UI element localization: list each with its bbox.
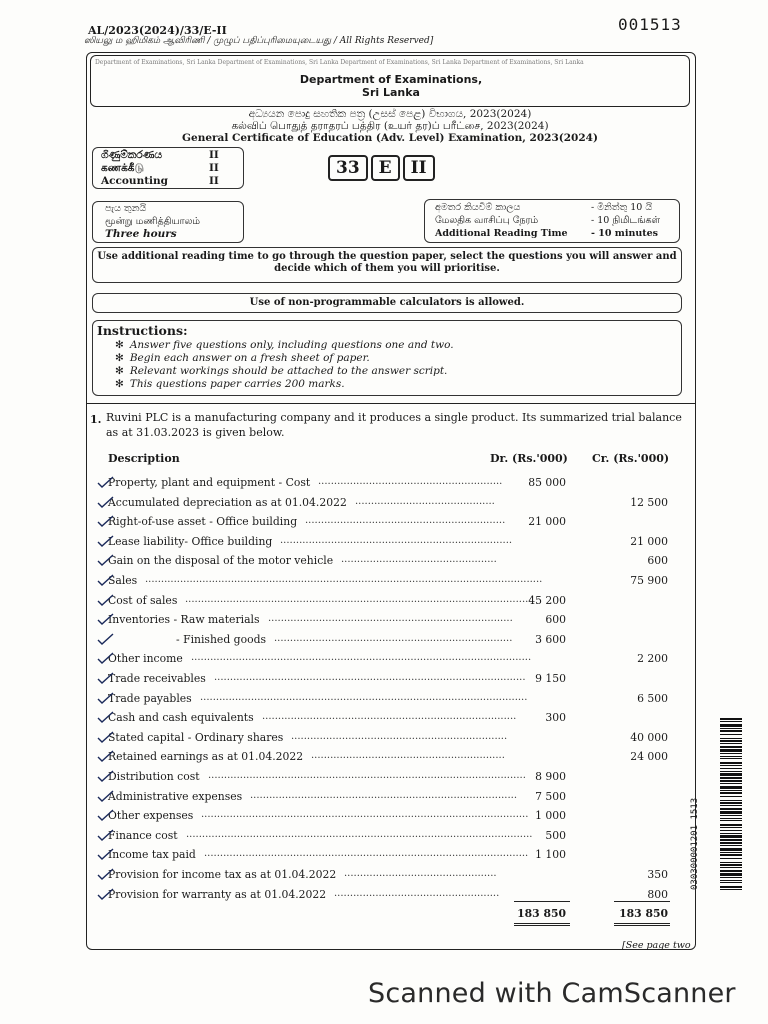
- row-description: Accumulated depreciation as at 01.04.2022: [108, 496, 347, 509]
- row-description: Other expenses: [108, 809, 194, 822]
- trial-balance-row: [108, 672, 688, 686]
- debit-amount: 7 500: [535, 790, 566, 803]
- trial-balance-row: [108, 554, 688, 568]
- debit-amount: 8 900: [535, 770, 566, 783]
- row-description: Cost of sales: [108, 594, 178, 607]
- row-description: Lease liability- Office building: [108, 535, 273, 548]
- row-description: Finance cost: [108, 829, 178, 842]
- instruction-item: ✻ Relevant workings should be attached to the answer script.: [115, 365, 448, 377]
- subject-code-medium: E: [371, 155, 400, 181]
- instructions-box: [92, 320, 682, 396]
- subject-code-number: 33: [328, 155, 368, 181]
- row-description: Trade receivables: [108, 672, 206, 685]
- subject-part: II: [209, 149, 219, 161]
- instruction-item: ✻ Answer five questions only, including questions one and two.: [115, 339, 454, 351]
- trial-balance-row: [108, 809, 688, 823]
- row-description: Distribution cost: [108, 770, 200, 783]
- trial-balance-row: [108, 515, 688, 529]
- subject-label: கணக்கீடு: [101, 162, 144, 174]
- credit-amount: 24 000: [630, 750, 668, 763]
- check-mark-icon: [95, 710, 125, 724]
- reading-time-value: - 10 நிமிடங்கள்: [591, 215, 661, 226]
- subject-code-boxes: [328, 155, 435, 181]
- credit-amount: 21 000: [630, 535, 668, 548]
- camscanner-watermark: Scanned with CamScanner: [368, 978, 736, 1009]
- leader-dots: .......................................................................................................: [201, 809, 529, 820]
- check-mark-icon: [95, 671, 125, 685]
- exam-title-sinhala: අධ්‍යයන පොදු සහතික පත්‍ර (උසස් පෙළ) විභාගය, 2023(2024): [248, 108, 532, 120]
- check-mark-icon: [95, 553, 125, 567]
- rights-reserved-line: ஸியலு ம ஹிமிகம் ஆவிரிணி / முழுப் பதிப்புரிமையுடையது / All Rights Reserved]: [84, 36, 434, 46]
- column-header-credit: Cr. (Rs.'000): [592, 452, 670, 465]
- check-mark-icon: [95, 475, 125, 489]
- exam-title-tamil: கல்விப் பொதுத் தராதரப் பத்திர (உயர் தர)ப் பரீட்சை, 2023(2024): [231, 120, 549, 132]
- subject-part: II: [209, 175, 219, 187]
- subject-box: [92, 147, 244, 189]
- credit-amount: 12 500: [630, 496, 668, 509]
- see-page-note: [See page two: [622, 940, 691, 951]
- check-mark-icon: [95, 730, 125, 744]
- trial-balance-row: [108, 652, 688, 666]
- check-mark-icon: [95, 593, 125, 607]
- row-description: Property, plant and equipment - Cost: [108, 476, 311, 489]
- asterisk-icon: ✻: [115, 352, 124, 364]
- check-mark-icon: [95, 514, 125, 528]
- question-text: Ruvini PLC is a manufacturing company and it produces a single product. Its summarized trial balance as at 31.03.2023 is given below.: [106, 411, 682, 439]
- leader-dots: ....................................................................................: [250, 790, 518, 801]
- leader-dots: .........................................................................: [280, 535, 513, 546]
- check-mark-icon: [95, 651, 125, 665]
- leader-dots: ................................................................................: [262, 711, 517, 722]
- debit-amount: 3 600: [535, 633, 566, 646]
- reading-time-value: - මිනිත්තු 10 යි: [591, 202, 653, 213]
- leader-dots: .............................................................................................................................: [145, 574, 543, 585]
- duration-box: [92, 201, 244, 243]
- instruction-item: ✻ This questions paper carries 200 marks.: [115, 378, 345, 390]
- check-mark-icon: [95, 632, 125, 646]
- credit-amount: 800: [647, 888, 668, 901]
- row-description: Provision for income tax as at 01.04.2022: [108, 868, 337, 881]
- column-header-description: Description: [108, 452, 180, 465]
- trial-balance-row: [108, 594, 688, 608]
- leader-dots: ..................................................................................................: [214, 672, 526, 683]
- credit-amount: 75 900: [630, 574, 668, 587]
- instruction-item: ✻ Begin each answer on a fresh sheet of paper.: [115, 352, 370, 364]
- check-mark-icon: [95, 789, 125, 803]
- debit-amount: 45 200: [528, 594, 566, 607]
- exam-titles: [90, 108, 690, 144]
- reading-time-value: - 10 minutes: [591, 228, 659, 239]
- trial-balance-row: [108, 888, 688, 902]
- row-description: Provision for warranty as at 01.04.2022: [108, 888, 327, 901]
- trial-balance-row: [108, 613, 688, 627]
- reading-time-label: மேலதிக வாசிப்பு நேரம்: [435, 215, 539, 226]
- duration-tamil: மூன்று மணித்தியாலம்: [105, 216, 201, 227]
- trial-balance-row: [108, 711, 688, 725]
- trial-balance-row: [108, 868, 688, 882]
- check-mark-icon: [95, 612, 125, 626]
- paper-code: AL/2023(2024)/33/E-II: [88, 24, 227, 37]
- subject-label: ගිණුම්කරණය: [101, 149, 163, 161]
- trial-balance-row: [108, 750, 688, 764]
- row-description: Right-of-use asset - Office building: [108, 515, 298, 528]
- debit-amount: 1 000: [535, 809, 566, 822]
- trial-balance-row: [108, 633, 688, 647]
- row-description: Sales: [108, 574, 138, 587]
- subject-code-part: II: [403, 155, 435, 181]
- department-banner: [90, 55, 690, 107]
- row-description: - Finished goods: [176, 633, 267, 646]
- trial-balance-row: [108, 731, 688, 745]
- row-description: Retained earnings as at 01.04.2022: [108, 750, 304, 763]
- trial-balance-row: [108, 829, 688, 843]
- department-watermark: Department of Examinations, Sri Lanka Department of Examinations, Sri Lanka Department of Examinations, Sri Lanka Department of Examinations, Sri Lanka: [95, 59, 584, 66]
- trial-balance-row: [108, 790, 688, 804]
- check-mark-icon: [95, 887, 125, 901]
- check-mark-icon: [95, 534, 125, 548]
- section-divider: [86, 403, 696, 404]
- credit-total-rule: [614, 901, 670, 902]
- row-description: Cash and cash equivalents: [108, 711, 254, 724]
- check-mark-icon: [95, 769, 125, 783]
- check-mark-icon: [95, 808, 125, 822]
- question-number: 1.: [90, 413, 102, 426]
- leader-dots: ....................................................................................................: [208, 770, 526, 781]
- leader-dots: ...........................................................................................................: [191, 652, 532, 663]
- leader-dots: ................................................: [344, 868, 497, 879]
- barcode-number: 030300001201 1513: [690, 797, 700, 890]
- row-description: Trade payables: [108, 692, 192, 705]
- department-title: Department of Examinations, Sri Lanka: [291, 72, 491, 100]
- check-mark-icon: [95, 749, 125, 763]
- debit-amount: 500: [545, 829, 566, 842]
- row-description: Inventories - Raw materials: [108, 613, 260, 626]
- leader-dots: ......................................................................................................: [204, 848, 529, 859]
- debit-total: 183 850: [517, 907, 566, 920]
- leader-dots: .............................................................................: [268, 613, 513, 624]
- credit-amount: 6 500: [637, 692, 668, 705]
- serial-number: 001513: [618, 15, 682, 34]
- reading-notice: Use additional reading time to go through the question paper, select the questions you will answer and decide which of them you will prioritise.: [92, 247, 682, 283]
- trial-balance-row: [108, 692, 688, 706]
- credit-amount: 350: [647, 868, 668, 881]
- debit-amount: 85 000: [528, 476, 566, 489]
- trial-balance-total-row: [108, 907, 688, 921]
- check-mark-icon: [95, 495, 125, 509]
- leader-dots: ....................................................................: [291, 731, 508, 742]
- debit-amount: 21 000: [528, 515, 566, 528]
- asterisk-icon: ✻: [115, 378, 124, 390]
- leader-dots: ...............................................................: [305, 515, 506, 526]
- duration-sinhala: පැය තුනයි: [105, 203, 147, 214]
- check-mark-icon: [95, 828, 125, 842]
- leader-dots: ..........................................................: [318, 476, 503, 487]
- leader-dots: .............................................................: [311, 750, 505, 761]
- row-description: Income tax paid: [108, 848, 196, 861]
- debit-amount: 600: [545, 613, 566, 626]
- credit-total-double-rule: [614, 923, 670, 926]
- leader-dots: .......................................................................................................: [200, 692, 528, 703]
- trial-balance-row: [108, 496, 688, 510]
- duration-english: Three hours: [105, 228, 177, 240]
- row-description: Stated capital - Ordinary shares: [108, 731, 284, 744]
- debit-amount: 9 150: [535, 672, 566, 685]
- reading-time-box: [424, 199, 680, 243]
- leader-dots: ...........................................................................: [274, 633, 513, 644]
- subject-label: Accounting: [101, 175, 169, 187]
- debit-total-double-rule: [514, 923, 570, 926]
- trial-balance-row: [108, 848, 688, 862]
- credit-amount: 40 000: [630, 731, 668, 744]
- row-description: Administrative expenses: [108, 790, 243, 803]
- exam-title-english: General Certificate of Education (Adv. Level) Examination, 2023(2024): [182, 132, 598, 144]
- debit-total-rule: [514, 901, 570, 902]
- calculator-notice: Use of non-programmable calculators is allowed.: [92, 293, 682, 313]
- debit-amount: 300: [545, 711, 566, 724]
- leader-dots: ....................................................: [334, 888, 500, 899]
- trial-balance-row: [108, 476, 688, 490]
- reading-time-label: අමතර කියවීම් කාලය: [435, 202, 521, 213]
- check-mark-icon: [95, 573, 125, 587]
- row-description: Gain on the disposal of the motor vehicle: [108, 554, 334, 567]
- leader-dots: .............................................................................................................: [185, 594, 532, 605]
- debit-amount: 1 100: [535, 848, 566, 861]
- barcode: [720, 718, 742, 890]
- check-mark-icon: [95, 847, 125, 861]
- trial-balance-row: [108, 770, 688, 784]
- reading-time-label: Additional Reading Time: [435, 228, 568, 239]
- leader-dots: ............................................: [355, 496, 495, 507]
- credit-amount: 600: [647, 554, 668, 567]
- credit-amount: 2 200: [637, 652, 668, 665]
- credit-total: 183 850: [619, 907, 668, 920]
- subject-part: II: [209, 162, 219, 174]
- check-mark-icon: [95, 691, 125, 705]
- leader-dots: .............................................................................................................: [186, 829, 533, 840]
- check-mark-icon: [95, 867, 125, 881]
- asterisk-icon: ✻: [115, 339, 124, 351]
- leader-dots: .................................................: [341, 554, 497, 565]
- trial-balance-row: [108, 574, 688, 588]
- trial-balance-row: [108, 535, 688, 549]
- column-header-debit: Dr. (Rs.'000): [490, 452, 568, 465]
- asterisk-icon: ✻: [115, 365, 124, 377]
- row-description: Other income: [108, 652, 183, 665]
- instructions-title: Instructions:: [97, 323, 188, 338]
